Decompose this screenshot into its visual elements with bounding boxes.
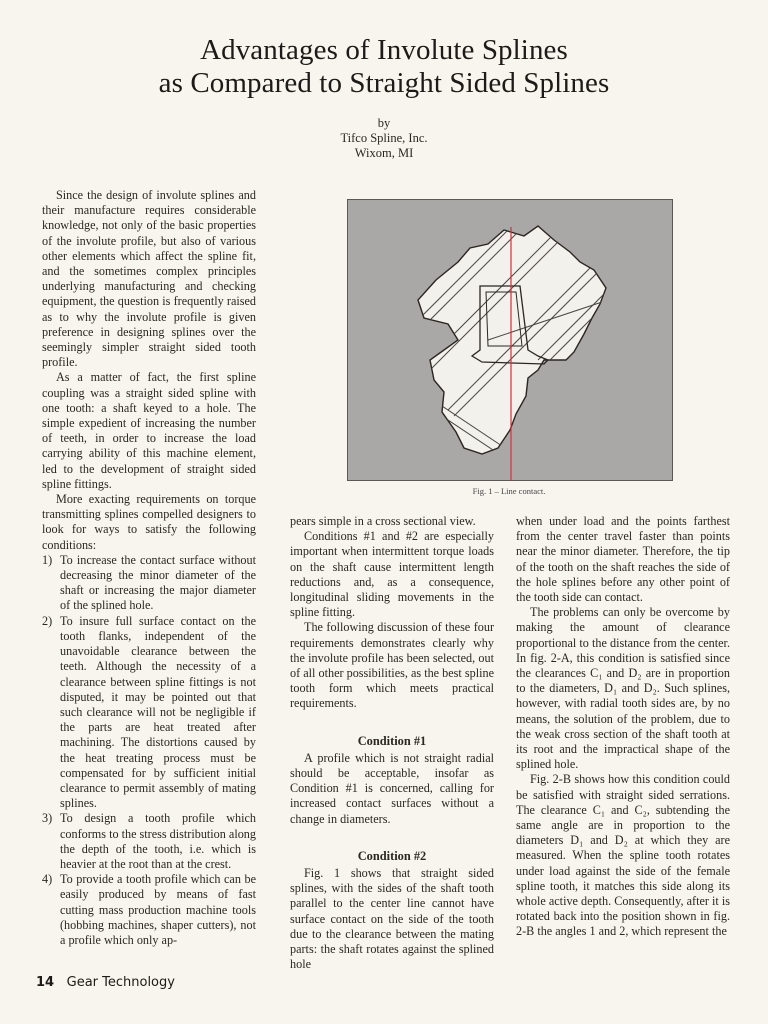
column-1 [42, 188, 256, 948]
list-text: To insure full surface contact on the tooth flanks, independent of the unavoidable clearance between the teeth. Although the necessity of a clearance between spline fittings is not disputed, it may be pointed out that such clearance will not be negligible if the parts are heat treated after machining. The distortions caused by the heat treating process must be compensated for by sufficient initial clearance to permit assembly of mating splines. [60, 613, 256, 811]
column-2 [290, 514, 494, 972]
byline-by: by [377, 116, 391, 130]
column-3 [516, 514, 730, 940]
figure-1 [347, 199, 673, 481]
list-item [42, 872, 256, 948]
paragraph: A profile which is not straight radial should be acceptable, insofar as Condition #1 is concerned, calling for increased contact surfaces without a change in diameters. [290, 750, 494, 826]
paragraph: Since the design of involute splines and their manufacture requires considerable knowledge, not only of the basic properties of the involute profile, but also of various other elements which affect the spline fit, and the sometimes complex principles underlying manufacturing and checking equipment, the question is frequently raised as to why the involute profile is given preference in designing splines over the seemingly simpler straight sided tooth profile. [42, 188, 256, 370]
paragraph: Conditions #1 and #2 are especially important when intermittent torque loads on the shaft cause intermittent length reductions and, as a consequence, longitudinal sliding movements in the spline fitting. [290, 529, 494, 620]
section-heading: Condition #1 [357, 733, 427, 748]
paragraph: Fig. 1 shows that straight sided splines, with the sides of the shaft tooth parallel to the center line cannot have surface contact on the side of the tooth due to the clearance between the mating parts: the shaft rotates against the splined hole [290, 866, 494, 972]
figure-caption: Fig. 1 – Line contact. [472, 486, 546, 496]
article-title [0, 34, 768, 100]
list-item [42, 811, 256, 872]
paragraph: when under load and the points farthest from the center travel faster than points near the minor diameter. Therefore, the tip of the tooth on the shaft reaches the side of the hole splines before any other point of the tooth side can contact. [516, 514, 730, 605]
list-item [42, 553, 256, 614]
list-text: To design a tooth profile which conforms to the stress distribution along the depth of the tooth, i.e. which is heavier at the root than at the crest. [60, 811, 256, 871]
page-number: 14 [36, 975, 55, 990]
page-footer [36, 975, 175, 990]
list-number: 4) [42, 872, 53, 887]
spline-cross-section-illustration [348, 200, 672, 480]
list-text: To increase the contact surface without decreasing the minor diameter of the shaft or increasing the major diameter of the splined hole. [60, 552, 256, 613]
paragraph: More exacting requirements on torque transmitting splines compelled designers to look for ways to satisfy the following conditions: [42, 492, 256, 552]
paragraph: pears simple in a cross sectional view. [290, 514, 476, 528]
byline-location: Wixom, MI [354, 146, 414, 160]
list-text: To provide a tooth profile which can be easily produced by means of fast cutting mass production machine tools (hobbing machines, shaper cutters), not a profile which only ap- [60, 872, 256, 947]
list-number: 3) [42, 811, 53, 826]
paragraph: As a matter of fact, the first spline coupling was a straight sided spline with one tooth: a shaft keyed to a hole. The simple expedient of increasing the number of teeth, in order to increase the load carrying ability of this machine element, led to the development of straight sided spline fittings. [42, 370, 256, 491]
paragraph: The problems can only be overcome by making the amount of clearance proportional to the distance from the center. In fig. 2-A, this condition is satisfied since the clearances C₁ and D₂ are in proportion to the diameters, D₁ and D₂. Such splines, however, with radial tooth sides are, by no means, the solution of the problem, due to the weak cross section of the shaft tooth at its root and the impractical shape of the splined hole. [516, 605, 730, 772]
title-line-1: Advantages of Involute Splines [200, 34, 568, 66]
list-number: 2) [42, 613, 53, 628]
paragraph: Fig. 2-B shows how this condition could be satisfied with straight sided serrations. The clearance C₁ and C₂, subtending the same angle are in proportion to the diameters D₁ and D₂ at which they are measured. When the spline tooth rotates under load against the side of the female spline tooth, it matches this side along its whole active depth. Consequently, after it is rotated back into the position shown in fig. 2-B the angles 1 and 2, which represent the [516, 772, 730, 939]
paragraph: The following discussion of these four requirements demonstrates clearly why the involute profile has been selected, out of all other possibilities, as the best spline tooth form which meets practical requirements. [290, 620, 494, 711]
conditions-list [42, 553, 256, 948]
byline [0, 116, 768, 161]
section-heading: Condition #2 [357, 848, 427, 863]
magazine-name: Gear Technology [66, 975, 175, 990]
list-number: 1) [42, 552, 53, 567]
title-line-2: as Compared to Straight Sided Splines [158, 67, 610, 99]
byline-company: Tifco Spline, Inc. [340, 131, 428, 145]
list-item [42, 614, 256, 812]
